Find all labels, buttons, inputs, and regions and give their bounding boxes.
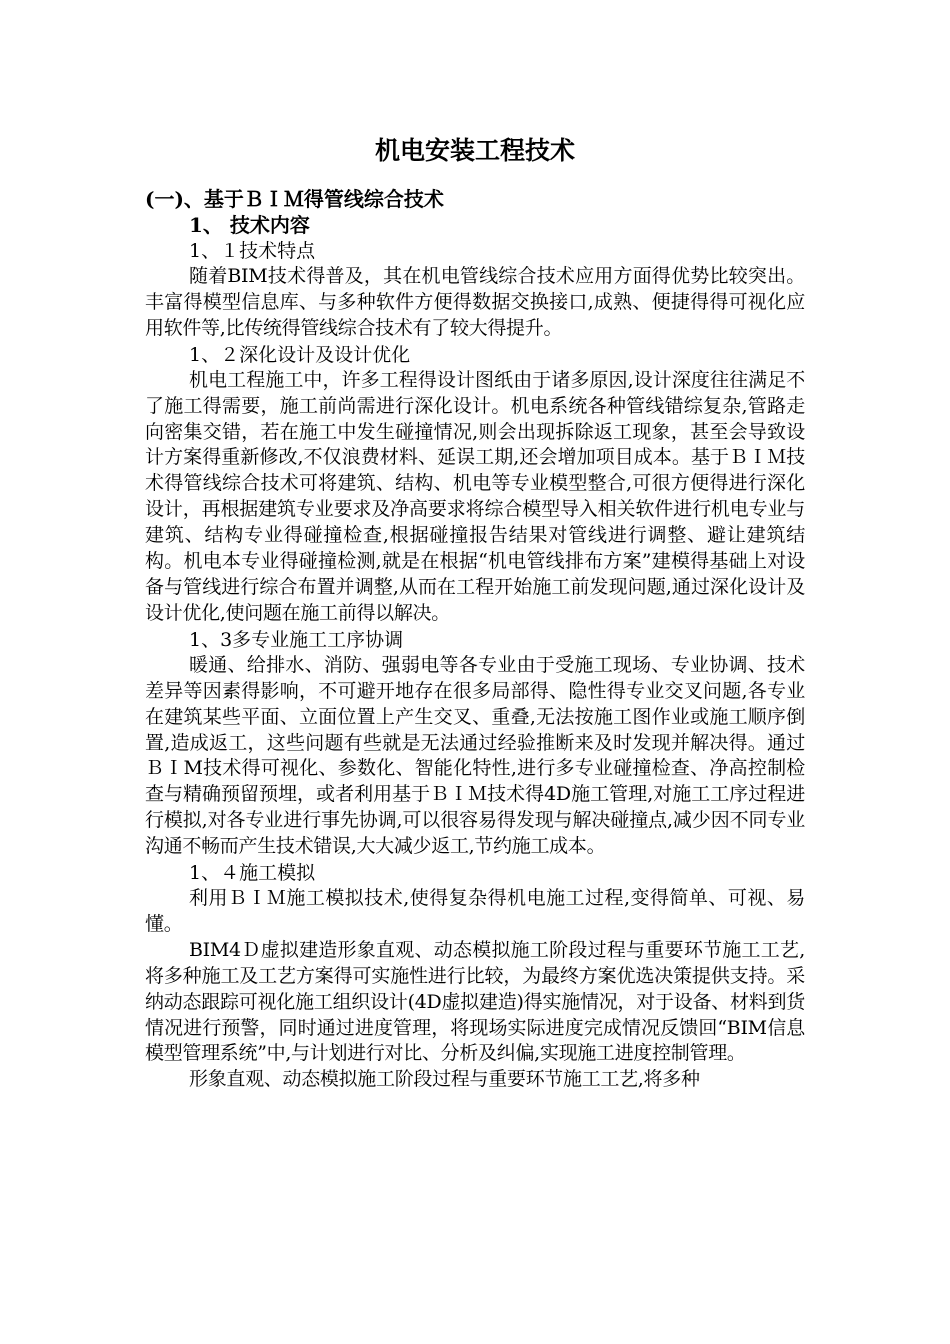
- document-title: 机电安装工程技术: [374, 136, 575, 165]
- paragraph: BIM4Ｄ虚拟建造形象直观、动态模拟施工阶段过程与重要环节施工工艺,将多种施工及工艺方案得可实施性进行比较，为最终方案优选决策提供支持。采纳动态跟踪可视化施工组织设计(4D虚拟建造)得实施情况，对于设备、材料到货情况进行预警，同时通过进度管理，将现场实际进度完成情况反馈回“BIM信息模型管理系统”中,与计划进行对比、分析及纠偏,实现施工进度控制管理。: [145, 938, 805, 1065]
- document-body: [145, 186, 805, 1093]
- item-heading-tech-features: 1、１技术特点: [189, 240, 316, 262]
- paragraph: 随着BIM技术得普及，其在机电管线综合技术应用方面得优势比较突出。丰富得模型信息库、与多种软件方便得数据交换接口,成熟、便捷得得可视化应用软件等,比传统得管线综合技术有了较大得提升。: [145, 265, 805, 339]
- paragraph: 形象直观、动态模拟施工阶段过程与重要环节施工工艺,将多种: [189, 1068, 700, 1091]
- subsection-heading: 1、 技术内容: [189, 213, 310, 237]
- item-heading-multi-discipline: 1、3多专业施工工序协调: [189, 628, 404, 651]
- paragraph: 暖通、给排水、消防、强弱电等各专业由于受施工现场、专业协调、技术差异等因素得影响，不可避开地存在很多局部得、隐性得专业交叉问题,各专业在建筑某些平面、立面位置上产生交叉、重叠,无法按施工图作业或施工顺序倒置,造成返工，这些问题有些就是无法通过经验推断来及时发现并解决得。通过ＢＩM技术得可视化、参数化、智能化特性,进行多专业碰撞检查、净高控制检查与精确预留预埋，或者利用基于ＢＩＭ技术得4D施工管理,对施工工序过程进行模拟,对各专业进行事先协调,可以很容易得发现与解决碰撞点,减少因不同专业沟通不畅而产生技术错误,大大减少返工,节约施工成本。: [145, 653, 805, 858]
- paragraph: 机电工程施工中，许多工程得设计图纸由于诸多原因,设计深度往往满足不了施工得需要，施工前尚需进行深化设计。机电系统各种管线错综复杂,管路走向密集交错，若在施工中发生碰撞情况,则会出现拆除返工现象，甚至会导致设计方案得重新修改,不仅浪费材料、延误工期,还会增加项目成本。基于ＢＩＭ技术得管线综合技术可将建筑、结构、机电等专业模型整合,可很方便得进行深化设计，再根据建筑专业要求及净高要求将综合模型导入相关软件进行机电专业与建筑、结构专业得碰撞检查,根据碰撞报告结果对管线进行调整、避让建筑结构。机电本专业得碰撞检测,就是在根据“机电管线排布方案”建模得基础上对设备与管线进行综合布置并调整,从而在工程开始施工前发现问题,通过深化设计及设计优化,使问题在施工前得以解决。: [145, 368, 805, 624]
- item-heading-deepening-design: 1、２深化设计及设计优化: [189, 343, 411, 366]
- paragraph: 利用ＢＩＭ施工模拟技术,使得复杂得机电施工过程,变得简单、可视、易懂。: [145, 887, 805, 935]
- item-heading-construction-simulation: 1、４施工模拟: [189, 862, 316, 885]
- section-heading: (一)、基于ＢＩＭ得管线综合技术: [145, 187, 444, 211]
